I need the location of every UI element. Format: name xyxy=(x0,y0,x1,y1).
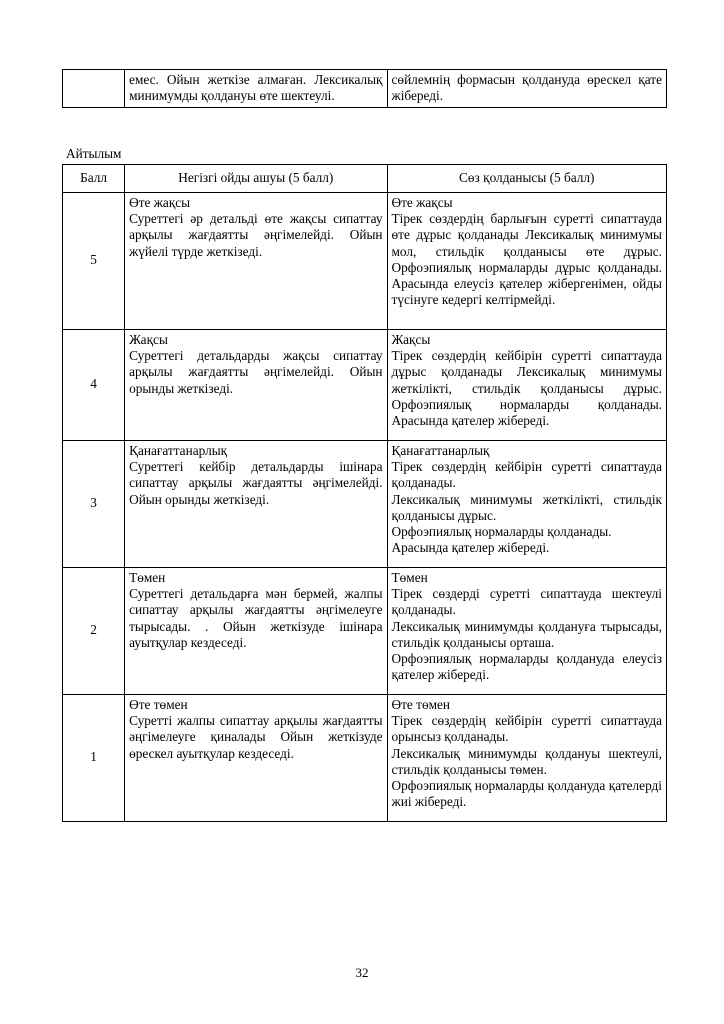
main-idea-cell xyxy=(125,330,387,441)
score-cell: 5 xyxy=(63,193,125,330)
score-cell: 4 xyxy=(63,330,125,441)
header-word-usage: Сөз қолданысы (5 балл) xyxy=(387,165,666,193)
main-idea-cell xyxy=(125,441,387,568)
table-row xyxy=(63,70,667,108)
continuation-right-cell: сөйлемнің формасын қолдануда өрескел қате жібереді. xyxy=(387,70,666,108)
header-main-idea: Негізгі ойды ашуы (5 балл) xyxy=(125,165,387,193)
main-idea-cell xyxy=(125,695,387,822)
header-score: Балл xyxy=(63,165,125,193)
page-number: 32 xyxy=(355,965,369,980)
table-row xyxy=(63,193,667,330)
level-title: Өте төмен xyxy=(391,697,451,712)
level-description: Суреттегі детальдарға мән бермей, жалпы сипаттау арқылы жағдаятты әңгімелеуге тырысады. . Ойын жеткізуде ішінара ауытқулар кездеседі. xyxy=(129,586,383,650)
level-title: Жақсы xyxy=(129,332,168,347)
score-cell: 2 xyxy=(63,568,125,695)
criterion-line: Орфоэпиялық нормаларды қолдануда қателерді жиі жібереді. xyxy=(391,778,662,810)
score-cell: 1 xyxy=(63,695,125,822)
table-row xyxy=(63,695,667,822)
level-description: Суреттегі әр детальді өте жақсы сипаттау арқылы жағдаятты әңгімелейді. Ойын жүйелі түрде жеткізеді. xyxy=(129,211,383,259)
level-description: Суреттегі детальдарды жақсы сипаттау арқылы жағдаятты әңгімелейді. Ойын орынды жеткізеді. xyxy=(129,348,383,396)
criterion-line: Тірек сөздердің кейбірін суретті сипаттауда дұрыс қолданады Лексикалық минимумы жеткілікті, стильдік қолданысы дұрыс. Орфоэпиялық нормаларды қолданады. Арасында қателер жібереді. xyxy=(391,348,662,429)
level-title: Өте жақсы xyxy=(391,195,453,210)
criterion-line: Арасында қателер жібереді. xyxy=(391,540,550,556)
level-title: Өте жақсы xyxy=(129,195,191,210)
criterion-line: Тірек сөздердің барлығын суретті сипаттауда өте дұрыс қолданады Лексикалық минимумы мол, стильдік қолданысы өте дұрыс. Орфоэпиялық нормаларды дұрыс қолданады. Арасында елеусіз қателер жібергенімен, ойды түсінуге кедергі келтірмейді. xyxy=(391,211,662,308)
continuation-left-cell: емес. Ойын жеткізе алмаған. Лексикалық минимумды қолдануы өте шектеулі. xyxy=(125,70,387,108)
level-title: Өте төмен xyxy=(129,697,188,712)
level-title: Төмен xyxy=(129,570,166,585)
criterion-line: Орфоэпиялық нормаларды қолдануда елеусіз қателер жібереді. xyxy=(391,651,662,683)
table-row xyxy=(63,568,667,695)
criterion-line: Тірек сөздерді суретті сипаттауда шектеулі қолданады. xyxy=(391,586,662,618)
score-cell: 3 xyxy=(63,441,125,568)
criterion-line: Орфоэпиялық нормаларды қолданады. xyxy=(391,524,612,540)
criterion-line: Лексикалық минимумды қолдануға тырысады, стильдік қолданысы орташа. xyxy=(391,618,662,650)
section-caption: Айтылым xyxy=(66,146,122,161)
level-title: Қанағаттанарлық xyxy=(391,443,490,458)
criterion-line: Тірек сөздердің кейбірін суретті сипаттауда орынсыз қолданады. xyxy=(391,713,662,745)
criterion-line: Тірек сөздердің кейбірін суретті сипаттауда қолданады. xyxy=(391,459,662,491)
speaking-criteria-table xyxy=(62,164,667,822)
level-title: Жақсы xyxy=(391,332,431,347)
word-usage-cell xyxy=(387,330,666,441)
word-usage-cell xyxy=(387,568,666,695)
word-usage-cell xyxy=(387,441,666,568)
main-idea-cell xyxy=(125,193,387,330)
word-usage-cell xyxy=(387,695,666,822)
level-title: Төмен xyxy=(391,570,428,585)
continuation-table xyxy=(62,69,667,108)
main-idea-cell xyxy=(125,568,387,695)
word-usage-cell xyxy=(387,193,666,330)
criterion-line: Лексикалық минимумы жеткілікті, стильдік қолданысы дұрыс. xyxy=(391,491,662,523)
empty-score-cell xyxy=(63,70,125,108)
criterion-line: Лексикалық минимумды қолдануы шектеулі, стильдік қолданысы төмен. xyxy=(391,745,662,777)
level-description: Суретті жалпы сипаттау арқылы жағдаятты әңгімелеуге қиналады Ойын жеткізуде өрескел ауытқулар кездеседі. xyxy=(129,713,383,761)
table-header-row xyxy=(63,165,667,193)
table-row xyxy=(63,441,667,568)
level-title: Қанағаттанарлық xyxy=(129,443,228,458)
level-description: Суреттегі кейбір детальдарды ішінара сипаттау арқылы жағдаятты әңгімелейді. Ойын орынды жеткізеді. xyxy=(129,459,383,507)
table-row xyxy=(63,330,667,441)
